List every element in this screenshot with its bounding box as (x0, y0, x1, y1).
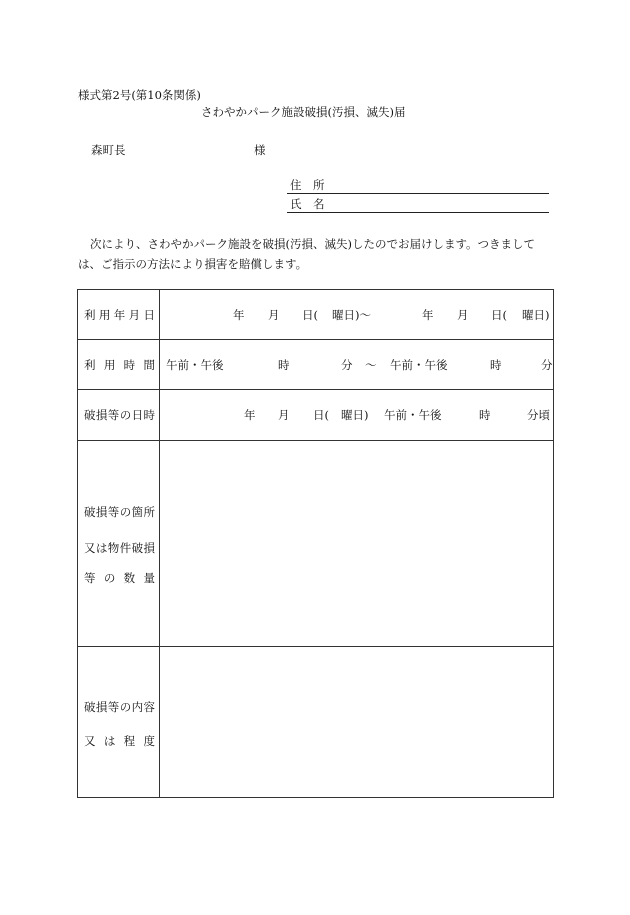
damage-ampm: 午前・午後 (384, 408, 442, 422)
damage-details-label-2: 又は程度 (84, 734, 155, 748)
damage-details-row (78, 647, 554, 798)
damage-datetime-row (78, 390, 554, 441)
addressee-name: 森町長 (91, 143, 126, 157)
damage-location-value-cell[interactable] (160, 441, 554, 647)
statement-text: 次により、さわやかパーク施設を破損(汚損、滅失)したのでお届けします。つきましては、ご指示の方法により損害を賠償します。 (78, 237, 536, 271)
damage-datetime-value-cell[interactable] (160, 390, 554, 441)
usage-minute2: 分 (541, 358, 553, 372)
usage-month1: 月 (268, 308, 280, 322)
usage-ampm1: 午前・午後 (166, 358, 224, 372)
form-title: さわやかパーク施設破損(汚損、滅失)届 (201, 105, 406, 119)
usage-weekday2: 曜日) (522, 308, 550, 322)
damage-weekday: 曜日) (341, 408, 369, 422)
usage-date-row (78, 290, 554, 340)
usage-time-row (78, 340, 554, 390)
usage-date-value-cell[interactable] (160, 290, 554, 340)
name-label: 氏 名 (290, 197, 325, 211)
usage-day1: 日( (302, 308, 318, 322)
damage-details-label-1: 破損等の内容 (84, 700, 155, 714)
damage-location-label-3: 等の数量 (84, 571, 155, 585)
usage-year2: 年 (422, 308, 434, 322)
usage-day2: 日( (491, 308, 507, 322)
usage-time-value-cell[interactable] (160, 340, 554, 390)
damage-datetime-label-cell (78, 390, 160, 441)
usage-weekday1: 曜日)〜 (332, 308, 371, 322)
damage-day: 日( (313, 408, 329, 422)
usage-month2: 月 (457, 308, 469, 322)
damage-report-table (77, 289, 554, 798)
damage-location-label-2: 又は物件破損 (84, 541, 155, 555)
damage-location-label-1: 破損等の箇所 (84, 505, 155, 519)
damage-datetime-label: 破損等の日時 (84, 408, 155, 422)
damage-month: 月 (278, 408, 290, 422)
form-number: 様式第2号(第10条関係) (78, 88, 201, 102)
usage-minute1: 分 (341, 358, 353, 372)
name-field[interactable] (287, 196, 549, 213)
usage-tilde: 〜 (365, 358, 377, 372)
address-label: 住 所 (290, 178, 325, 192)
usage-date-label: 利用年月日 (84, 308, 155, 322)
damage-location-row (78, 441, 554, 647)
damage-location-label-cell (78, 441, 160, 647)
usage-ampm2: 午前・午後 (390, 358, 448, 372)
usage-hour2: 時 (490, 358, 502, 372)
usage-time-label: 利用時間 (84, 358, 155, 372)
damage-details-value-cell[interactable] (160, 647, 554, 798)
damage-year: 年 (244, 408, 256, 422)
usage-hour1: 時 (278, 358, 290, 372)
usage-date-label-cell (78, 290, 160, 340)
usage-year1: 年 (233, 308, 245, 322)
usage-time-label-cell (78, 340, 160, 390)
damage-details-label-cell (78, 647, 160, 798)
damage-minute: 分頃 (527, 408, 550, 422)
addressee-honorific: 様 (254, 143, 266, 157)
address-field[interactable] (287, 177, 549, 194)
damage-hour: 時 (479, 408, 491, 422)
